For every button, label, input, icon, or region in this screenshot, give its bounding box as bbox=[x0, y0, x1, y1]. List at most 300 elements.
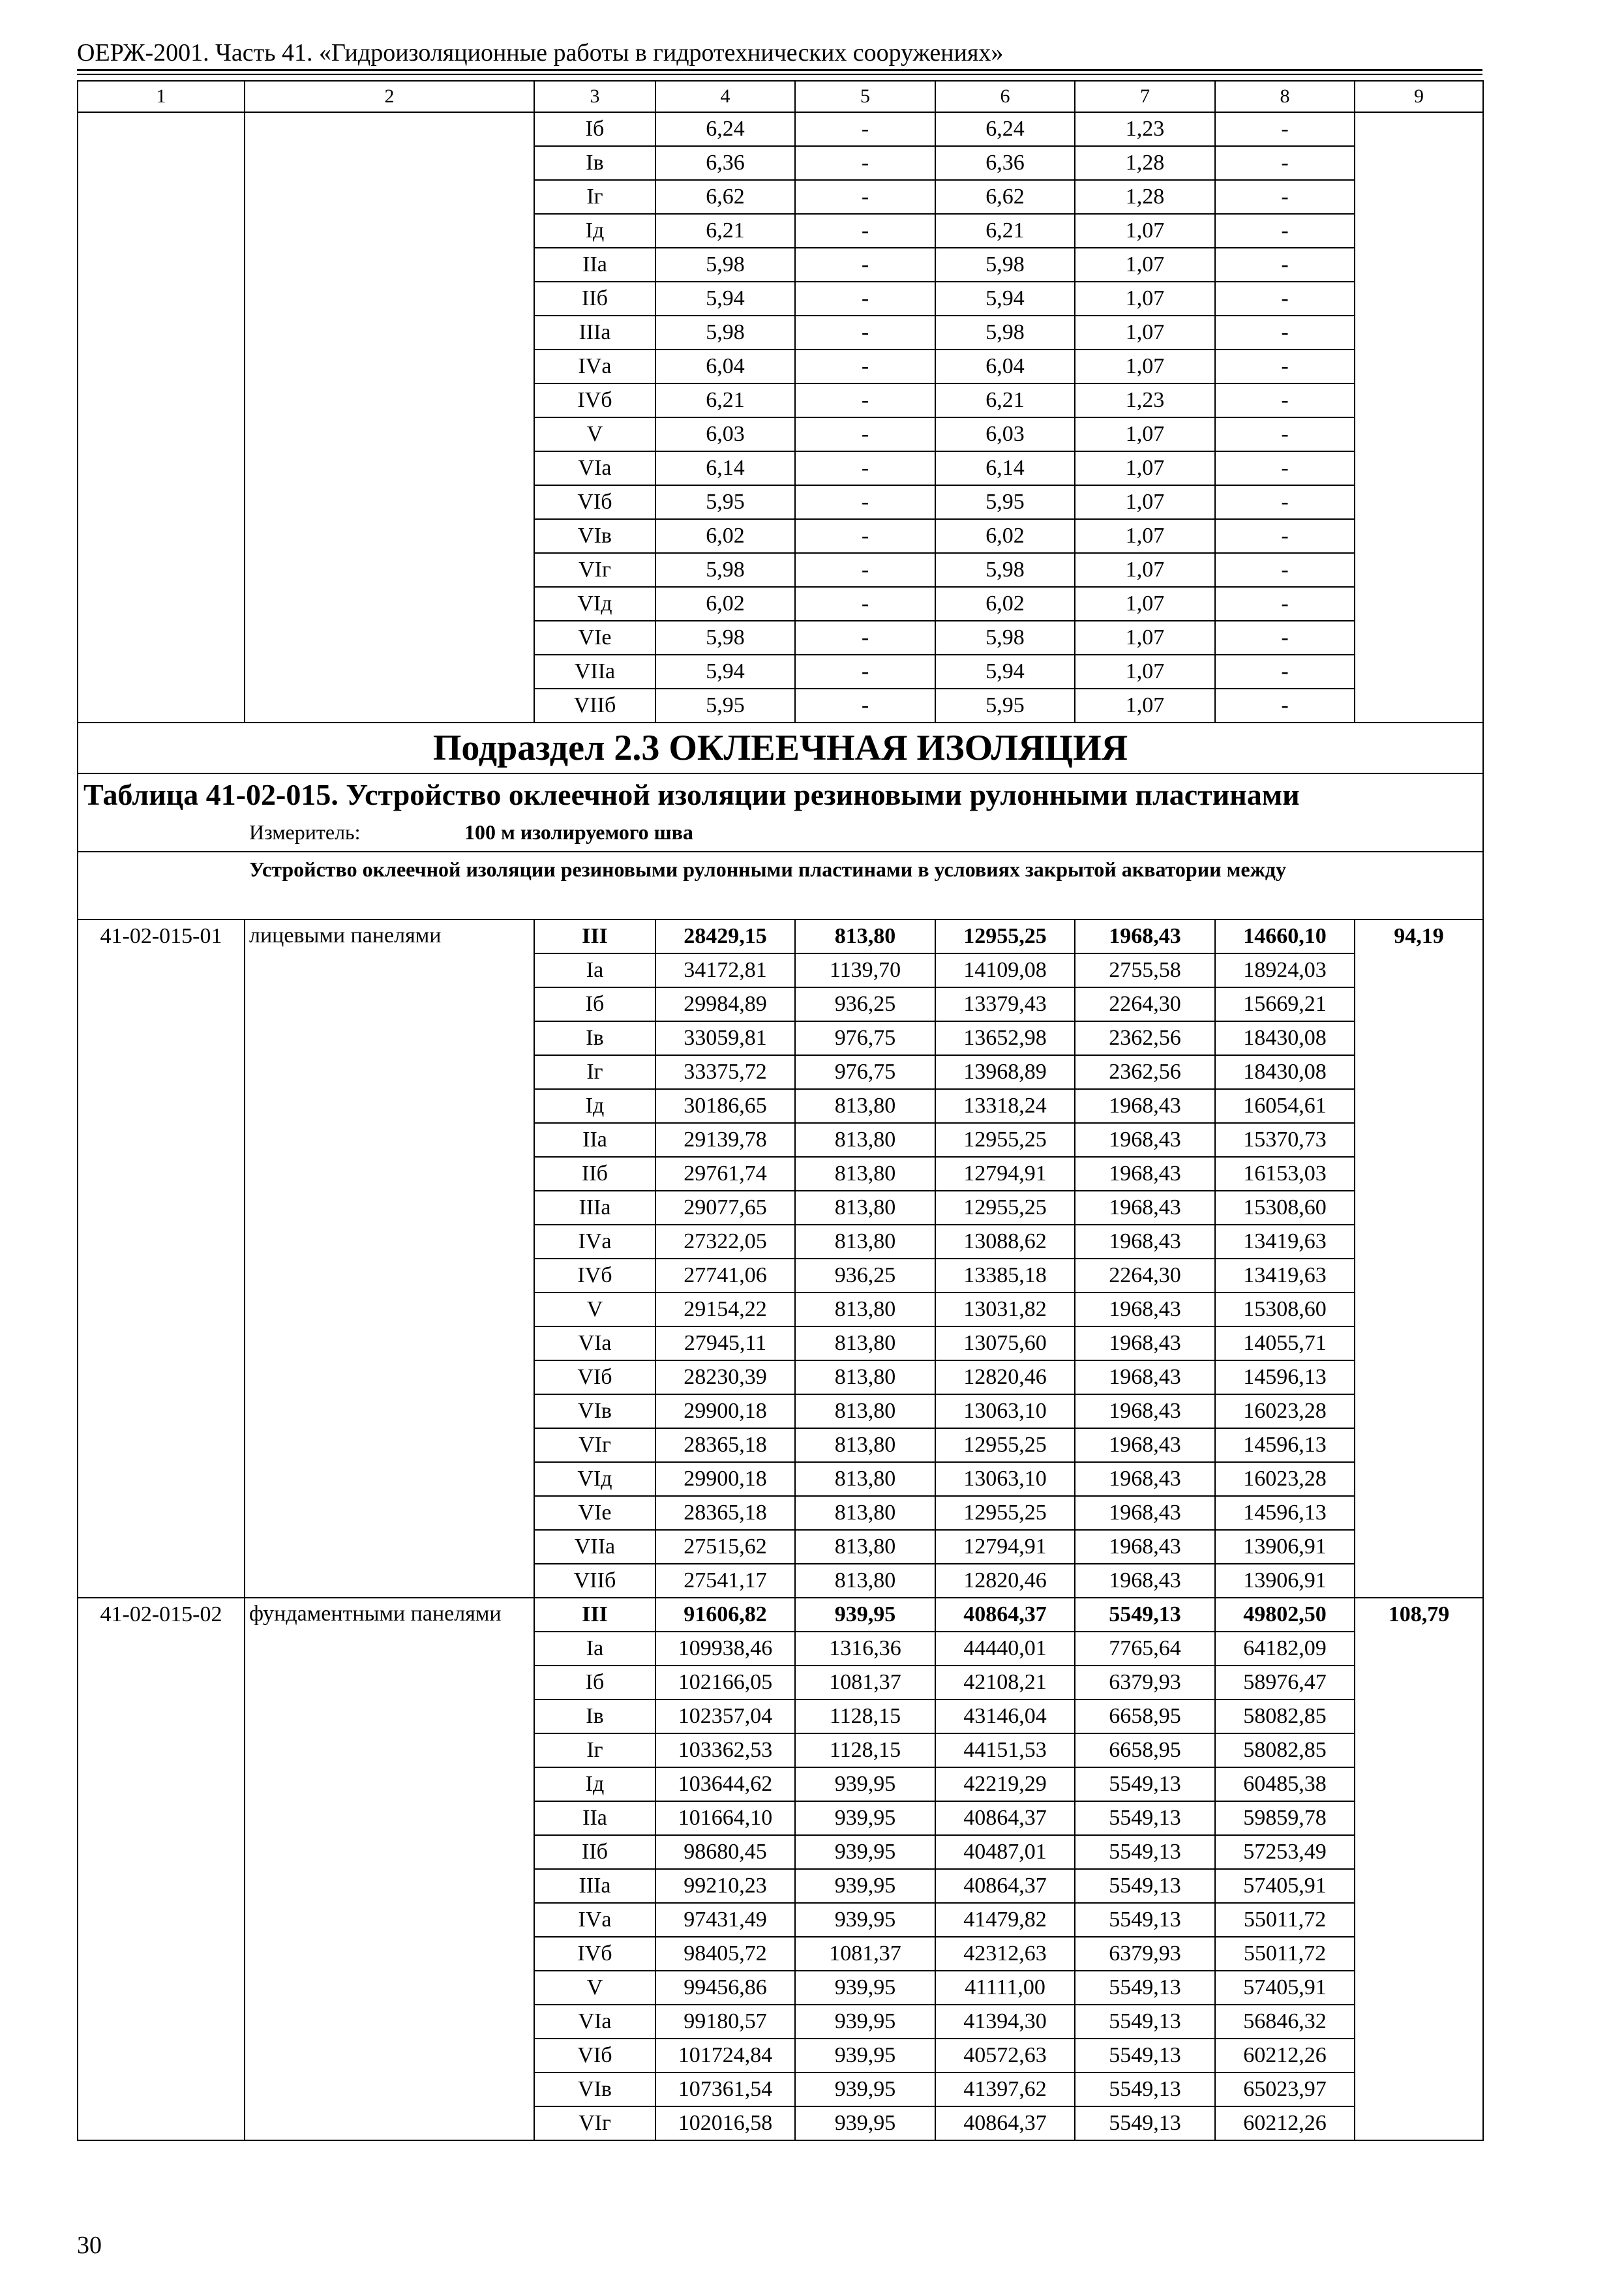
value-cell: - bbox=[795, 383, 935, 417]
value-cell: 12955,25 bbox=[935, 1191, 1075, 1225]
value-cell: - bbox=[1215, 282, 1355, 316]
value-cell: 29139,78 bbox=[655, 1123, 795, 1157]
zone-cell: VIг bbox=[534, 553, 655, 587]
rate-code: 41-02-015-01 bbox=[78, 920, 245, 1598]
value-cell: 1,07 bbox=[1075, 621, 1215, 655]
value-cell: 6,24 bbox=[935, 112, 1075, 146]
value-cell: 91606,82 bbox=[655, 1598, 795, 1632]
zone-cell: V bbox=[534, 1293, 655, 1326]
description-row bbox=[78, 852, 1483, 920]
value-cell: 13419,63 bbox=[1215, 1259, 1355, 1293]
zone-cell: VIIа bbox=[534, 1530, 655, 1564]
zone-cell: Iд bbox=[534, 1089, 655, 1123]
zone-cell: IVа bbox=[534, 350, 655, 383]
value-cell: 1,07 bbox=[1075, 451, 1215, 485]
value-cell: 102016,58 bbox=[655, 2106, 795, 2140]
value-cell: 1968,43 bbox=[1075, 1326, 1215, 1360]
value-cell: 813,80 bbox=[795, 1326, 935, 1360]
value-cell: 16153,03 bbox=[1215, 1157, 1355, 1191]
value-cell: 42108,21 bbox=[935, 1666, 1075, 1699]
table-title-cell bbox=[78, 773, 1483, 852]
value-cell: 5,94 bbox=[655, 282, 795, 316]
zone-cell: VIе bbox=[534, 1496, 655, 1530]
value-cell: 101664,10 bbox=[655, 1801, 795, 1835]
rate-extra-value: 94,19 bbox=[1355, 920, 1483, 1598]
value-cell: 42219,29 bbox=[935, 1767, 1075, 1801]
value-cell: 60212,26 bbox=[1215, 2039, 1355, 2072]
zone-cell: IIа bbox=[534, 1801, 655, 1835]
value-cell: 12794,91 bbox=[935, 1530, 1075, 1564]
value-cell: 15370,73 bbox=[1215, 1123, 1355, 1157]
value-cell: 103362,53 bbox=[655, 1733, 795, 1767]
value-cell: 2264,30 bbox=[1075, 987, 1215, 1021]
value-cell: 27945,11 bbox=[655, 1326, 795, 1360]
value-cell: 14660,10 bbox=[1215, 920, 1355, 953]
value-cell: 12955,25 bbox=[935, 920, 1075, 953]
value-cell: 5,98 bbox=[935, 621, 1075, 655]
value-cell: 102166,05 bbox=[655, 1666, 795, 1699]
value-cell: 29761,74 bbox=[655, 1157, 795, 1191]
value-cell: 12794,91 bbox=[935, 1157, 1075, 1191]
zone-cell: IIа bbox=[534, 248, 655, 282]
value-cell: 27541,17 bbox=[655, 1564, 795, 1598]
value-cell: 939,95 bbox=[795, 2072, 935, 2106]
page-number: 30 bbox=[77, 2232, 102, 2259]
value-cell: 13652,98 bbox=[935, 1021, 1075, 1055]
value-cell: - bbox=[1215, 519, 1355, 553]
value-cell: 103644,62 bbox=[655, 1767, 795, 1801]
value-cell: 65023,97 bbox=[1215, 2072, 1355, 2106]
value-cell: 98405,72 bbox=[655, 1937, 795, 1971]
zone-cell: VIа bbox=[534, 1326, 655, 1360]
rates-table bbox=[77, 80, 1484, 2141]
value-cell: 6379,93 bbox=[1075, 1666, 1215, 1699]
value-cell: 40864,37 bbox=[935, 1598, 1075, 1632]
value-cell: 28429,15 bbox=[655, 920, 795, 953]
value-cell: 1128,15 bbox=[795, 1699, 935, 1733]
value-cell: 6,24 bbox=[655, 112, 795, 146]
value-cell: 5,94 bbox=[935, 655, 1075, 689]
value-cell: 55011,72 bbox=[1215, 1903, 1355, 1937]
value-cell: 55011,72 bbox=[1215, 1937, 1355, 1971]
value-cell: 13906,91 bbox=[1215, 1530, 1355, 1564]
value-cell: 14596,13 bbox=[1215, 1428, 1355, 1462]
value-cell: 6658,95 bbox=[1075, 1699, 1215, 1733]
value-cell: 13419,63 bbox=[1215, 1225, 1355, 1259]
value-cell: 1968,43 bbox=[1075, 1428, 1215, 1462]
value-cell: 813,80 bbox=[795, 1462, 935, 1496]
value-cell: 98680,45 bbox=[655, 1835, 795, 1869]
value-cell: 5,98 bbox=[655, 621, 795, 655]
value-cell: 41397,62 bbox=[935, 2072, 1075, 2106]
value-cell: 936,25 bbox=[795, 1259, 935, 1293]
zone-cell: VIIб bbox=[534, 689, 655, 723]
value-cell: 6,21 bbox=[935, 214, 1075, 248]
value-cell: 43146,04 bbox=[935, 1699, 1075, 1733]
zone-cell: III bbox=[534, 920, 655, 953]
rate-code: 41-02-015-02 bbox=[78, 1598, 245, 2140]
value-cell: 6658,95 bbox=[1075, 1733, 1215, 1767]
value-cell: 97431,49 bbox=[655, 1903, 795, 1937]
column-number: 7 bbox=[1075, 81, 1215, 112]
value-cell: 18430,08 bbox=[1215, 1055, 1355, 1089]
value-cell: 5,98 bbox=[655, 316, 795, 350]
value-cell: 41111,00 bbox=[935, 1971, 1075, 2005]
value-cell: 6,04 bbox=[935, 350, 1075, 383]
zone-cell: VIа bbox=[534, 2005, 655, 2039]
value-cell: 1,07 bbox=[1075, 350, 1215, 383]
value-cell: 13075,60 bbox=[935, 1326, 1075, 1360]
page-header: ОЕРЖ-2001. Часть 41. «Гидроизоляционные работы в гидротехнических сооружениях» bbox=[77, 39, 1004, 67]
value-cell: 40864,37 bbox=[935, 2106, 1075, 2140]
value-cell: - bbox=[1215, 248, 1355, 282]
value-cell: 41479,82 bbox=[935, 1903, 1075, 1937]
value-cell: 42312,63 bbox=[935, 1937, 1075, 1971]
value-cell: 1968,43 bbox=[1075, 1564, 1215, 1598]
value-cell: 60485,38 bbox=[1215, 1767, 1355, 1801]
value-cell: 16023,28 bbox=[1215, 1394, 1355, 1428]
value-cell: 5,94 bbox=[935, 282, 1075, 316]
value-cell: 813,80 bbox=[795, 1157, 935, 1191]
value-cell: - bbox=[1215, 146, 1355, 180]
value-cell: 107361,54 bbox=[655, 2072, 795, 2106]
value-cell: 813,80 bbox=[795, 1293, 935, 1326]
value-cell: 939,95 bbox=[795, 1801, 935, 1835]
value-cell: - bbox=[795, 417, 935, 451]
value-cell: 5,98 bbox=[935, 553, 1075, 587]
value-cell: 5549,13 bbox=[1075, 2039, 1215, 2072]
value-cell: - bbox=[795, 316, 935, 350]
value-cell: - bbox=[795, 451, 935, 485]
value-cell: 13906,91 bbox=[1215, 1564, 1355, 1598]
value-cell: 16054,61 bbox=[1215, 1089, 1355, 1123]
value-cell: 1,07 bbox=[1075, 553, 1215, 587]
value-cell: 13063,10 bbox=[935, 1394, 1075, 1428]
table-description: Устройство оклеечной изоляции резиновыми рулонными пластинами в условиях закрытой акватории между bbox=[78, 852, 1483, 920]
value-cell: 2755,58 bbox=[1075, 953, 1215, 987]
value-cell: - bbox=[1215, 383, 1355, 417]
value-cell: 58082,85 bbox=[1215, 1733, 1355, 1767]
zone-cell: IVа bbox=[534, 1903, 655, 1937]
table-row bbox=[78, 1598, 1483, 1632]
value-cell: 29900,18 bbox=[655, 1462, 795, 1496]
value-cell: 102357,04 bbox=[655, 1699, 795, 1733]
value-cell: 29154,22 bbox=[655, 1293, 795, 1326]
column-number: 4 bbox=[655, 81, 795, 112]
value-cell: 5,98 bbox=[935, 316, 1075, 350]
value-cell: 15669,21 bbox=[1215, 987, 1355, 1021]
value-cell: 6,03 bbox=[935, 417, 1075, 451]
zone-cell: IVб bbox=[534, 1259, 655, 1293]
value-cell: 6,04 bbox=[655, 350, 795, 383]
value-cell: 14055,71 bbox=[1215, 1326, 1355, 1360]
value-cell: 1,07 bbox=[1075, 282, 1215, 316]
zone-cell: Iа bbox=[534, 1632, 655, 1666]
value-cell: 15308,60 bbox=[1215, 1293, 1355, 1326]
zone-cell: VIд bbox=[534, 1462, 655, 1496]
zone-cell: IIа bbox=[534, 1123, 655, 1157]
value-cell: 1,07 bbox=[1075, 519, 1215, 553]
zone-cell: IIб bbox=[534, 282, 655, 316]
value-cell: 976,75 bbox=[795, 1021, 935, 1055]
column-number: 8 bbox=[1215, 81, 1355, 112]
zone-cell: VIб bbox=[534, 485, 655, 519]
value-cell: 2362,56 bbox=[1075, 1021, 1215, 1055]
table-title: Таблица 41-02-015. Устройство оклеечной изоляции резиновыми рулонными пластинами bbox=[83, 778, 1300, 811]
value-cell: 28365,18 bbox=[655, 1496, 795, 1530]
value-cell: 6,21 bbox=[655, 383, 795, 417]
zone-cell: VIг bbox=[534, 2106, 655, 2140]
zone-cell: Iб bbox=[534, 1666, 655, 1699]
value-cell: 5549,13 bbox=[1075, 2106, 1215, 2140]
zone-cell: VIг bbox=[534, 1428, 655, 1462]
value-cell: 13379,43 bbox=[935, 987, 1075, 1021]
value-cell: 1,07 bbox=[1075, 316, 1215, 350]
value-cell: 1,07 bbox=[1075, 485, 1215, 519]
value-cell: 6,14 bbox=[935, 451, 1075, 485]
value-cell: 33375,72 bbox=[655, 1055, 795, 1089]
value-cell: 6,02 bbox=[655, 519, 795, 553]
table-title-row bbox=[78, 773, 1483, 852]
value-cell: 1,28 bbox=[1075, 146, 1215, 180]
value-cell: 6,02 bbox=[935, 587, 1075, 621]
zone-cell: VIа bbox=[534, 451, 655, 485]
value-cell: - bbox=[795, 621, 935, 655]
value-cell: 6,02 bbox=[655, 587, 795, 621]
value-cell: 40487,01 bbox=[935, 1835, 1075, 1869]
measure-label: Измеритель: bbox=[249, 820, 361, 844]
value-cell: 5549,13 bbox=[1075, 1598, 1215, 1632]
value-cell: 5,98 bbox=[655, 553, 795, 587]
value-cell: 5549,13 bbox=[1075, 2005, 1215, 2039]
value-cell: 12955,25 bbox=[935, 1496, 1075, 1530]
value-cell: 5549,13 bbox=[1075, 2072, 1215, 2106]
zone-cell: Iв bbox=[534, 146, 655, 180]
value-cell: 939,95 bbox=[795, 1767, 935, 1801]
value-cell: 12955,25 bbox=[935, 1428, 1075, 1462]
value-cell: 5,98 bbox=[655, 248, 795, 282]
value-cell: - bbox=[1215, 316, 1355, 350]
zone-cell: IIIа bbox=[534, 1191, 655, 1225]
value-cell: 14109,08 bbox=[935, 953, 1075, 987]
measure-value: 100 м изолируемого шва bbox=[464, 820, 693, 844]
value-cell: 939,95 bbox=[795, 2039, 935, 2072]
zone-cell: VIб bbox=[534, 2039, 655, 2072]
value-cell: - bbox=[795, 180, 935, 214]
value-cell: 44151,53 bbox=[935, 1733, 1075, 1767]
value-cell: 27515,62 bbox=[655, 1530, 795, 1564]
value-cell: 99456,86 bbox=[655, 1971, 795, 2005]
value-cell: - bbox=[795, 655, 935, 689]
value-cell: 1081,37 bbox=[795, 1937, 935, 1971]
value-cell: 33059,81 bbox=[655, 1021, 795, 1055]
value-cell: - bbox=[795, 214, 935, 248]
value-cell: 13063,10 bbox=[935, 1462, 1075, 1496]
value-cell: - bbox=[795, 146, 935, 180]
value-cell: 99210,23 bbox=[655, 1869, 795, 1903]
value-cell: 13031,82 bbox=[935, 1293, 1075, 1326]
zone-cell: Iг bbox=[534, 1055, 655, 1089]
column-number: 5 bbox=[795, 81, 935, 112]
zone-cell: IVб bbox=[534, 1937, 655, 1971]
value-cell: 1316,36 bbox=[795, 1632, 935, 1666]
value-cell: 1139,70 bbox=[795, 953, 935, 987]
value-cell: 939,95 bbox=[795, 2005, 935, 2039]
value-cell: 57253,49 bbox=[1215, 1835, 1355, 1869]
value-cell: 16023,28 bbox=[1215, 1462, 1355, 1496]
rate-extra-value: 108,79 bbox=[1355, 1598, 1483, 2140]
value-cell: 30186,65 bbox=[655, 1089, 795, 1123]
zone-cell: Iб bbox=[534, 987, 655, 1021]
zone-cell: VIв bbox=[534, 1394, 655, 1428]
header-rule-thick bbox=[77, 69, 1482, 71]
value-cell: - bbox=[1215, 112, 1355, 146]
zone-cell: Iб bbox=[534, 112, 655, 146]
value-cell: 5,98 bbox=[935, 248, 1075, 282]
value-cell: 29984,89 bbox=[655, 987, 795, 1021]
value-cell: 1,07 bbox=[1075, 655, 1215, 689]
value-cell: 6,03 bbox=[655, 417, 795, 451]
value-cell: 5549,13 bbox=[1075, 1869, 1215, 1903]
value-cell: 58976,47 bbox=[1215, 1666, 1355, 1699]
value-cell: 40864,37 bbox=[935, 1801, 1075, 1835]
zone-cell: IIб bbox=[534, 1835, 655, 1869]
value-cell: 14596,13 bbox=[1215, 1496, 1355, 1530]
value-cell: 1128,15 bbox=[795, 1733, 935, 1767]
value-cell: 813,80 bbox=[795, 1394, 935, 1428]
value-cell: 1,23 bbox=[1075, 383, 1215, 417]
value-cell: - bbox=[1215, 689, 1355, 723]
value-cell: - bbox=[795, 112, 935, 146]
value-cell: 1968,43 bbox=[1075, 1157, 1215, 1191]
value-cell: 40864,37 bbox=[935, 1869, 1075, 1903]
value-cell: 12955,25 bbox=[935, 1123, 1075, 1157]
value-cell: 18430,08 bbox=[1215, 1021, 1355, 1055]
value-cell: 6,62 bbox=[935, 180, 1075, 214]
table-body bbox=[78, 81, 1483, 2140]
value-cell: - bbox=[1215, 350, 1355, 383]
column-number: 9 bbox=[1355, 81, 1483, 112]
value-cell: - bbox=[795, 689, 935, 723]
value-cell: 2362,56 bbox=[1075, 1055, 1215, 1089]
value-cell: 939,95 bbox=[795, 1903, 935, 1937]
value-cell: 939,95 bbox=[795, 1598, 935, 1632]
zone-cell: IVа bbox=[534, 1225, 655, 1259]
section-title: Подраздел 2.3 ОКЛЕЕЧНАЯ ИЗОЛЯЦИЯ bbox=[78, 723, 1483, 773]
value-cell: - bbox=[1215, 417, 1355, 451]
rate-name: фундаментными панелями bbox=[245, 1598, 534, 2140]
rate-name: лицевыми панелями bbox=[245, 920, 534, 1598]
value-cell: 1968,43 bbox=[1075, 920, 1215, 953]
value-cell: - bbox=[795, 519, 935, 553]
value-cell: - bbox=[795, 248, 935, 282]
value-cell: 936,25 bbox=[795, 987, 935, 1021]
value-cell: 1968,43 bbox=[1075, 1293, 1215, 1326]
zone-cell: Iг bbox=[534, 1733, 655, 1767]
zone-cell: VIб bbox=[534, 1360, 655, 1394]
table-row bbox=[78, 112, 1483, 146]
value-cell: 1,07 bbox=[1075, 417, 1215, 451]
value-cell: 813,80 bbox=[795, 1225, 935, 1259]
zone-cell: Iг bbox=[534, 180, 655, 214]
value-cell: 813,80 bbox=[795, 1530, 935, 1564]
value-cell: - bbox=[1215, 587, 1355, 621]
value-cell: 6,62 bbox=[655, 180, 795, 214]
value-cell: 101724,84 bbox=[655, 2039, 795, 2072]
value-cell: 12820,46 bbox=[935, 1360, 1075, 1394]
value-cell: 56846,32 bbox=[1215, 2005, 1355, 2039]
value-cell: 1968,43 bbox=[1075, 1394, 1215, 1428]
value-cell: 6379,93 bbox=[1075, 1937, 1215, 1971]
value-cell: 6,21 bbox=[935, 383, 1075, 417]
value-cell: 6,21 bbox=[655, 214, 795, 248]
value-cell: 5549,13 bbox=[1075, 1835, 1215, 1869]
value-cell: 57405,91 bbox=[1215, 1869, 1355, 1903]
zone-cell: III bbox=[534, 1598, 655, 1632]
value-cell: 1968,43 bbox=[1075, 1089, 1215, 1123]
blank-code-cell bbox=[78, 112, 245, 723]
value-cell: 1968,43 bbox=[1075, 1191, 1215, 1225]
value-cell: 18924,03 bbox=[1215, 953, 1355, 987]
zone-cell: Iд bbox=[534, 1767, 655, 1801]
value-cell: - bbox=[1215, 621, 1355, 655]
value-cell: 5,94 bbox=[655, 655, 795, 689]
measure-line bbox=[78, 816, 1482, 848]
zone-cell: V bbox=[534, 417, 655, 451]
value-cell: 59859,78 bbox=[1215, 1801, 1355, 1835]
value-cell: 976,75 bbox=[795, 1055, 935, 1089]
value-cell: - bbox=[1215, 180, 1355, 214]
column-number: 1 bbox=[78, 81, 245, 112]
value-cell: 813,80 bbox=[795, 1496, 935, 1530]
zone-cell: V bbox=[534, 1971, 655, 2005]
value-cell: 34172,81 bbox=[655, 953, 795, 987]
value-cell: 6,36 bbox=[935, 146, 1075, 180]
value-cell: 64182,09 bbox=[1215, 1632, 1355, 1666]
value-cell: 41394,30 bbox=[935, 2005, 1075, 2039]
value-cell: 813,80 bbox=[795, 1564, 935, 1598]
value-cell: - bbox=[1215, 451, 1355, 485]
value-cell: 1968,43 bbox=[1075, 1496, 1215, 1530]
value-cell: - bbox=[795, 282, 935, 316]
value-cell: 1968,43 bbox=[1075, 1530, 1215, 1564]
value-cell: 939,95 bbox=[795, 1835, 935, 1869]
value-cell: - bbox=[795, 485, 935, 519]
value-cell: 1,23 bbox=[1075, 112, 1215, 146]
column-number: 6 bbox=[935, 81, 1075, 112]
value-cell: 1,07 bbox=[1075, 689, 1215, 723]
zone-cell: VIв bbox=[534, 519, 655, 553]
value-cell: - bbox=[1215, 553, 1355, 587]
value-cell: 5,95 bbox=[655, 485, 795, 519]
header-rule-thin bbox=[77, 74, 1482, 75]
value-cell: 5549,13 bbox=[1075, 1801, 1215, 1835]
zone-cell: Iв bbox=[534, 1699, 655, 1733]
value-cell: 1968,43 bbox=[1075, 1123, 1215, 1157]
value-cell: 13968,89 bbox=[935, 1055, 1075, 1089]
value-cell: 14596,13 bbox=[1215, 1360, 1355, 1394]
value-cell: 2264,30 bbox=[1075, 1259, 1215, 1293]
value-cell: 1081,37 bbox=[795, 1666, 935, 1699]
value-cell: 5549,13 bbox=[1075, 1767, 1215, 1801]
value-cell: 1,28 bbox=[1075, 180, 1215, 214]
zone-cell: VIIа bbox=[534, 655, 655, 689]
value-cell: 813,80 bbox=[795, 920, 935, 953]
value-cell: - bbox=[1215, 485, 1355, 519]
value-cell: 813,80 bbox=[795, 1089, 935, 1123]
zone-cell: VIIб bbox=[534, 1564, 655, 1598]
zone-cell: IIIа bbox=[534, 1869, 655, 1903]
